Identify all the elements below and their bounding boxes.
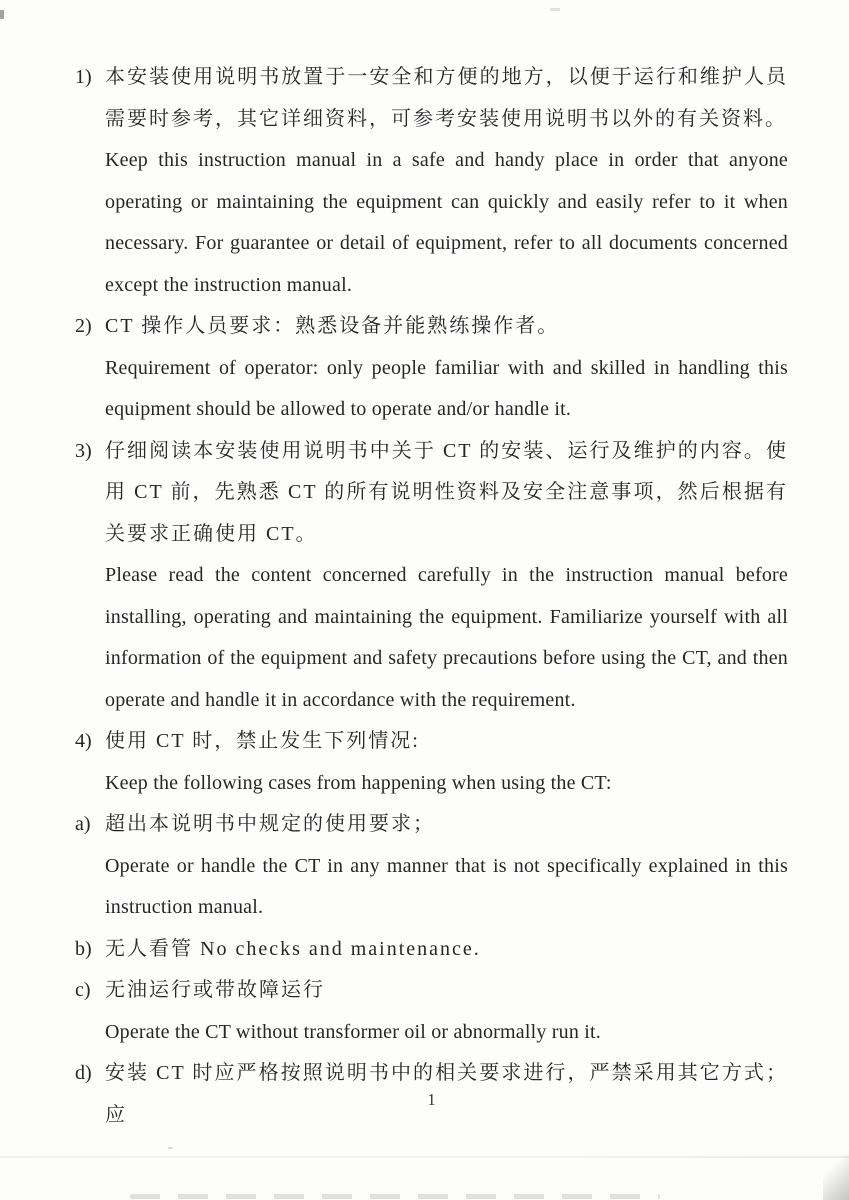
- paragraph-en: Please read the content concerned carefully in the instruction manual before installing, operating and maintaining the equipment. Familiarize yourself with all information of the equipment and safety precautions before using the CT, and then operate and handle it in accordance with the requirement.: [105, 564, 788, 711]
- paragraph-en: Keep the following cases from happening when using the CT:: [105, 771, 612, 794]
- list-item-1: [75, 57, 788, 306]
- scan-speck: [550, 8, 560, 11]
- scan-corner-shadow: [823, 1140, 849, 1200]
- paragraph-zh: 超出本说明书中规定的使用要求；: [105, 813, 435, 835]
- list-item-4: [75, 721, 788, 804]
- item-label: b): [75, 937, 92, 960]
- list-item-b: [75, 929, 788, 971]
- paragraph-zh: CT 操作人员要求：熟悉设备并能熟练操作者。: [105, 315, 560, 337]
- manual-text-block: [75, 57, 788, 1136]
- paragraph-zh: 安装 CT 时应严格按照说明书中的相关要求进行，严禁采用其它方式；应: [105, 1062, 788, 1126]
- scan-showthrough-dashes: [130, 1194, 660, 1199]
- item-label: 2): [75, 315, 92, 337]
- page-number: 1: [427, 1090, 436, 1109]
- scan-speck: [0, 10, 4, 19]
- item-label: 1): [75, 66, 92, 88]
- list-item-2: [75, 306, 788, 431]
- item-label: 3): [75, 439, 92, 462]
- item-label: a): [75, 813, 91, 835]
- item-label: c): [75, 979, 91, 1001]
- list-item-c: [75, 970, 788, 1053]
- list-item-3: [75, 431, 788, 722]
- paragraph-en: Operate or handle the CT in any manner that is not specifically explained in this instruction manual.: [105, 854, 788, 918]
- page-footer: [75, 1090, 788, 1110]
- item-label: d): [75, 1062, 92, 1084]
- paragraph-zh: 本安装使用说明书放置于一安全和方便的地方，以便于运行和维护人员需要时参考，其它详细资料，可参考安装使用说明书以外的有关资料。: [105, 66, 788, 130]
- paragraph-zh: 使用 CT 时，禁止发生下列情况:: [105, 730, 420, 752]
- item-label: 4): [75, 730, 92, 752]
- scan-seam-line: [0, 1156, 849, 1158]
- paragraph-zh: 无油运行或带故障运行: [105, 979, 325, 1001]
- paragraph-en: Requirement of operator: only people familiar with and skilled in handling this equipment should be allowed to operate and/or handle it.: [105, 356, 788, 420]
- paragraph-en: Keep this instruction manual in a safe and handy place in order that anyone operating or maintaining the equipment can quickly and easily refer to it when necessary. For guarantee or detail of equipment, refer to all documents concerned except the instruction manual.: [105, 149, 788, 296]
- paragraph-en: Operate the CT without transformer oil or abnormally run it.: [105, 1020, 601, 1043]
- scan-speck: [168, 1147, 173, 1149]
- list-item-a: [75, 804, 788, 929]
- paragraph-zh: 无人看管 No checks and maintenance.: [105, 937, 481, 960]
- paragraph-zh: 仔细阅读本安装使用说明书中关于 CT 的安装、运行及维护的内容。使用 CT 前，先熟悉 CT 的所有说明性资料及安全注意事项，然后根据有关要求正确使用 CT。: [105, 439, 788, 545]
